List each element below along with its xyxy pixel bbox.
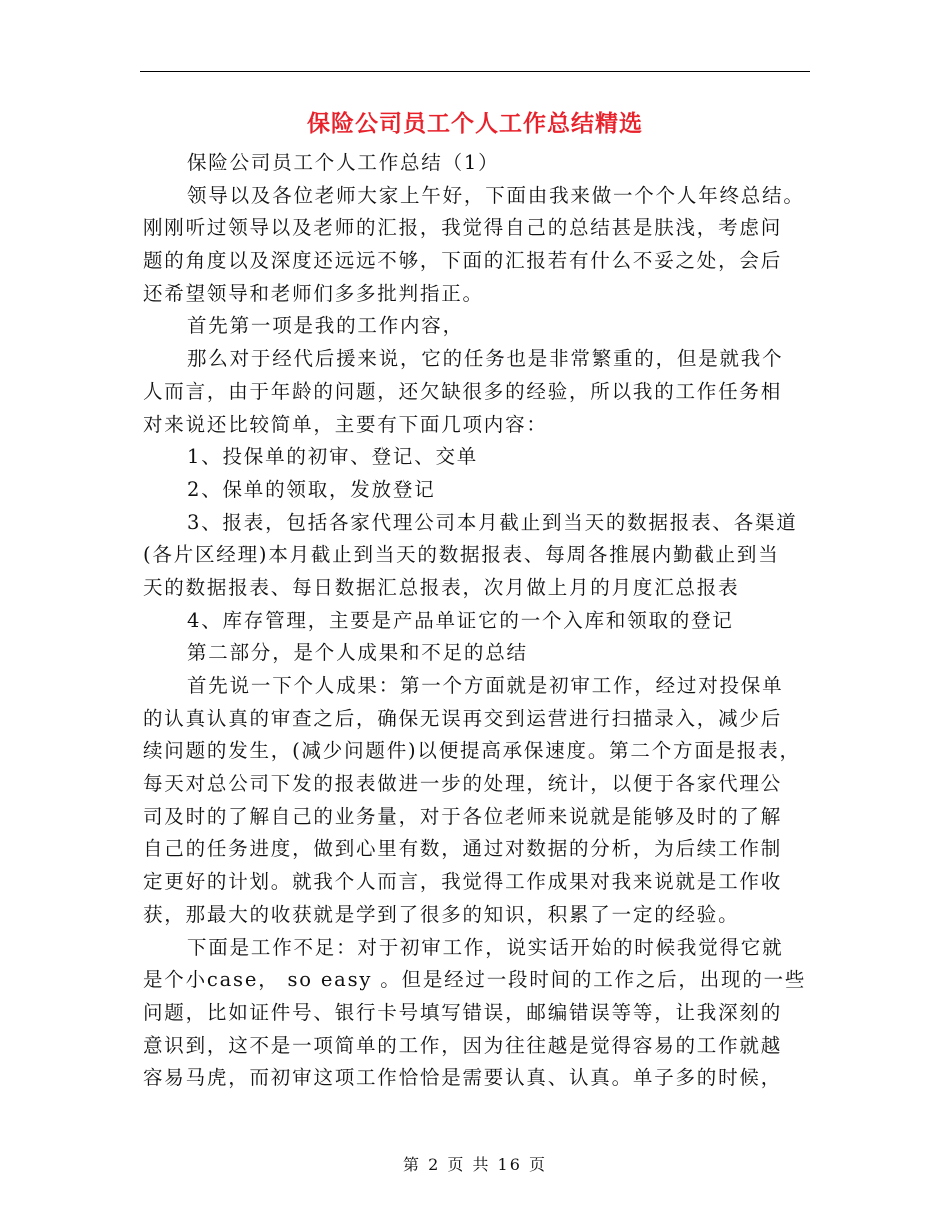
text-line: 对来说还比较简单，主要有下面几项内容：: [143, 412, 548, 436]
text-line: 刚刚听过领导以及老师的汇报，我觉得自己的总结甚是肤浅，考虑问: [143, 216, 783, 240]
text-line: 4、库存管理，主要是产品单证它的一个入库和领取的登记: [187, 608, 734, 632]
text-line: 定更好的计划。就我个人而言，我觉得工作成果对我来说就是工作收: [143, 870, 783, 894]
text-line: 2、保单的领取，发放登记: [187, 477, 436, 501]
text-line: 下面是工作不足：对于初审工作，说实话开始的时候我觉得它就: [187, 935, 784, 959]
text-line: 题的角度以及深度还远远不够，下面的汇报若有什么不妥之处，会后: [143, 249, 783, 273]
document-title: 保险公司员工个人工作总结精选: [307, 111, 643, 137]
text-line: 那么对于经代后援来说，它的任务也是非常繁重的，但是就我个: [187, 347, 784, 371]
text-line: 保险公司员工个人工作总结（1）: [187, 151, 500, 174]
text-line: 第二部分，是个人成果和不足的总结: [187, 641, 528, 665]
text-line: (各片区经理)本月截止到当天的数据报表、每周各推展内勤截止到当: [143, 543, 780, 567]
text-line: 还希望领导和老师们多多批判指正。: [143, 281, 484, 305]
text-line: 人而言，由于年龄的问题，还欠缺很多的经验，所以我的工作任务相: [143, 379, 783, 403]
text-line: 的认真认真的审查之后，确保无误再交到运营进行扫描录入，减少后: [143, 706, 783, 730]
text-line: 天的数据报表、每日数据汇总报表，次月做上月的月度汇总报表: [143, 575, 740, 599]
text-line: 续问题的发生，(减少问题件)以便提高承保速度。第二个方面是报表，: [143, 739, 801, 763]
text-line: 自己的任务进度，做到心里有数，通过对数据的分析，为后续工作制: [143, 837, 783, 861]
body-text: [143, 147, 813, 1095]
text-line: 首先说一下个人成果：第一个方面就是初审工作，经过对投保单: [187, 674, 784, 697]
text-line: 获，那最大的收获就是学到了很多的知识，积累了一定的经验。: [143, 902, 740, 926]
text-line: 意识到，这不是一项简单的工作，因为往往越是觉得容易的工作就越: [143, 1033, 783, 1057]
text-line: 领导以及各位老师大家上午好，下面由我来做一个个人年终总结。: [187, 183, 805, 207]
text-line: 1、投保单的初审、登记、交单: [187, 445, 479, 469]
text-line: 首先第一项是我的工作内容，: [187, 314, 464, 338]
text-line: 3、报表，包括各家代理公司本月截止到当天的数据报表、各渠道: [187, 510, 798, 534]
text-line: 司及时的了解自己的业务量，对于各位老师来说就是能够及时的了解: [143, 804, 783, 828]
text-line: 每天对总公司下发的报表做进一步的处理，统计，以便于各家代理公: [143, 772, 783, 796]
text-line: 容易马虎，而初审这项工作恰恰是需要认真、认真。单子多的时候，: [143, 1066, 783, 1090]
text-line: 问题，比如证件号、银行卡号填写错误，邮编错误等等，让我深刻的: [143, 1000, 783, 1024]
page-number: 第 2 页 共 16 页: [403, 1155, 547, 1174]
header-rule: [140, 71, 810, 72]
text-line: 是个小case， so easy 。但是经过一段时间的工作之后，出现的一些: [143, 968, 807, 992]
document-body: [143, 147, 813, 1095]
